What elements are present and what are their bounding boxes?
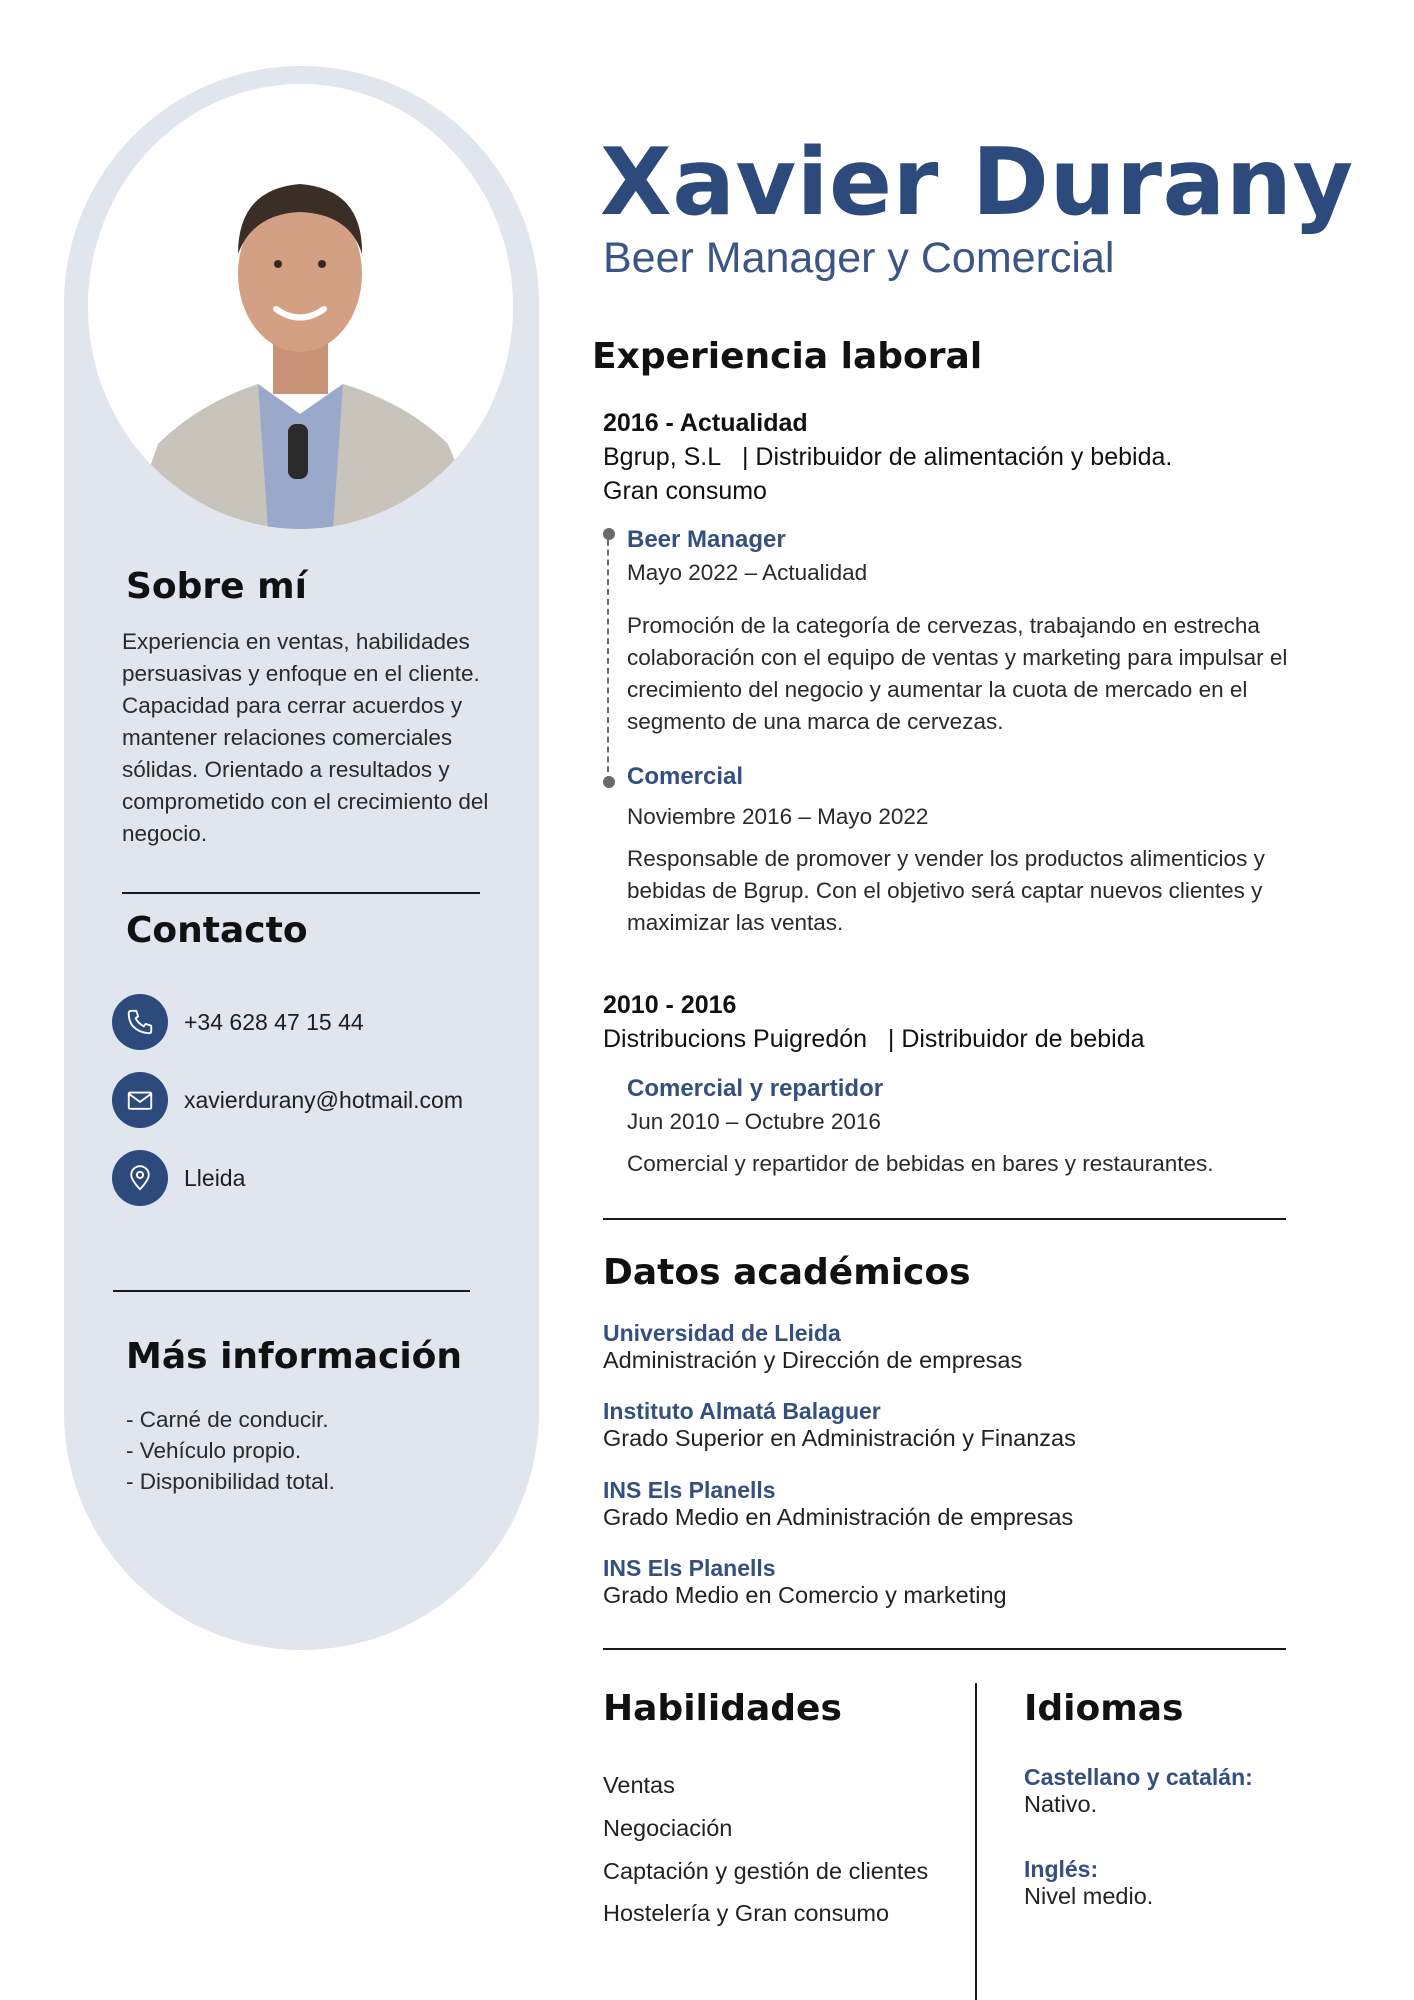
role-title: Beer Manager xyxy=(627,526,786,553)
skills-heading: Habilidades xyxy=(603,1688,842,1729)
languages-heading: Idiomas xyxy=(1024,1688,1184,1729)
skill-item: Captación y gestión de clientes xyxy=(603,1858,929,1884)
education-degree: Grado Medio en Administración de empresas xyxy=(603,1504,1074,1530)
profile-photo-illustration xyxy=(88,84,513,529)
more-info-item: - Carné de conducir. xyxy=(126,1407,329,1432)
profile-photo xyxy=(88,84,513,529)
job-period: 2016 - Actualidad xyxy=(603,409,808,437)
job-sector: | Distribuidor de bebida xyxy=(887,1025,1145,1053)
timeline-dot xyxy=(603,528,615,540)
more-info-item: - Disponibilidad total. xyxy=(126,1469,335,1494)
sidebar-divider-2 xyxy=(113,1290,470,1292)
more-info-heading: Más información xyxy=(126,1336,463,1377)
timeline-line xyxy=(607,530,609,782)
job-company: Bgrup, S.L xyxy=(603,443,722,471)
phone-icon xyxy=(112,994,168,1050)
education-institution: Instituto Almatá Balaguer xyxy=(603,1398,881,1424)
job-company: Distribucions Puigredón xyxy=(603,1025,868,1053)
column-divider xyxy=(975,1683,977,2000)
contact-heading: Contacto xyxy=(126,910,308,951)
job-company-line xyxy=(603,440,1172,474)
phone-number[interactable]: +34 628 47 15 44 xyxy=(184,1008,364,1035)
mail-icon xyxy=(112,1072,168,1128)
role-description: Promoción de la categoría de cervezas, trabajando en estrecha colaboración con el equipo de ventas y marketing para impulsar el crecimiento del negocio y aumentar la cuota de mercado en el segmento de una marca de cervezas. xyxy=(627,613,1288,734)
about-text: Experiencia en ventas, habilidades persuasivas y enfoque en el cliente. Capacidad para cerrar acuerdos y mantener relaciones comerciales sólidas. Orientado a resultados y comprometido con el crecimiento del negocio. xyxy=(122,629,489,846)
about-heading: Sobre mí xyxy=(126,566,307,607)
contact-phone xyxy=(112,994,364,1050)
education-institution: INS Els Planells xyxy=(603,1477,776,1503)
language-name: Inglés: xyxy=(1024,1856,1099,1882)
education-institution: Universidad de Lleida xyxy=(603,1320,841,1346)
skill-item: Ventas xyxy=(603,1772,675,1798)
sidebar-divider xyxy=(122,892,480,894)
candidate-name: Xavier Durany xyxy=(600,128,1354,236)
language-level: Nativo. xyxy=(1024,1791,1098,1817)
candidate-title: Beer Manager y Comercial xyxy=(603,234,1115,282)
language-level: Nivel medio. xyxy=(1024,1883,1154,1909)
role-description: Comercial y repartidor de bebidas en bares y restaurantes. xyxy=(627,1151,1214,1176)
education-degree: Administración y Dirección de empresas xyxy=(603,1347,1023,1373)
role-title: Comercial xyxy=(627,763,744,790)
location-pin-icon xyxy=(112,1150,168,1206)
role-description: Responsable de promover y vender los productos alimenticios y bebidas de Bgrup. Con el objetivo será captar nuevos clientes y maximizar las ventas. xyxy=(627,846,1265,935)
location-text: Lleida xyxy=(184,1164,246,1191)
job-company-line xyxy=(603,1022,1145,1056)
job-sector-2: Gran consumo xyxy=(603,477,767,505)
language-name: Castellano y catalán: xyxy=(1024,1764,1253,1790)
education-institution: INS Els Planells xyxy=(603,1555,776,1581)
skill-item: Hostelería y Gran consumo xyxy=(603,1900,890,1926)
email-address[interactable]: xavierdurany@hotmail.com xyxy=(184,1086,464,1113)
contact-location xyxy=(112,1150,245,1206)
section-divider xyxy=(603,1218,1286,1220)
experience-heading: Experiencia laboral xyxy=(592,336,983,377)
role-dates: Mayo 2022 – Actualidad xyxy=(627,560,868,585)
role-dates: Noviembre 2016 – Mayo 2022 xyxy=(627,804,929,829)
job-period: 2010 - 2016 xyxy=(603,991,737,1019)
skill-item: Negociación xyxy=(603,1815,733,1841)
contact-email xyxy=(112,1072,463,1128)
more-info-item: - Vehículo propio. xyxy=(126,1438,302,1463)
timeline-dot xyxy=(603,776,615,788)
role-title: Comercial y repartidor xyxy=(627,1075,884,1102)
job-sector: | Distribuidor de alimentación y bebida. xyxy=(741,443,1173,471)
education-degree: Grado Medio en Comercio y marketing xyxy=(603,1582,1007,1608)
education-degree: Grado Superior en Administración y Finanzas xyxy=(603,1425,1076,1451)
section-divider xyxy=(603,1648,1286,1650)
role-dates: Jun 2010 – Octubre 2016 xyxy=(627,1109,881,1134)
education-heading: Datos académicos xyxy=(603,1252,971,1293)
